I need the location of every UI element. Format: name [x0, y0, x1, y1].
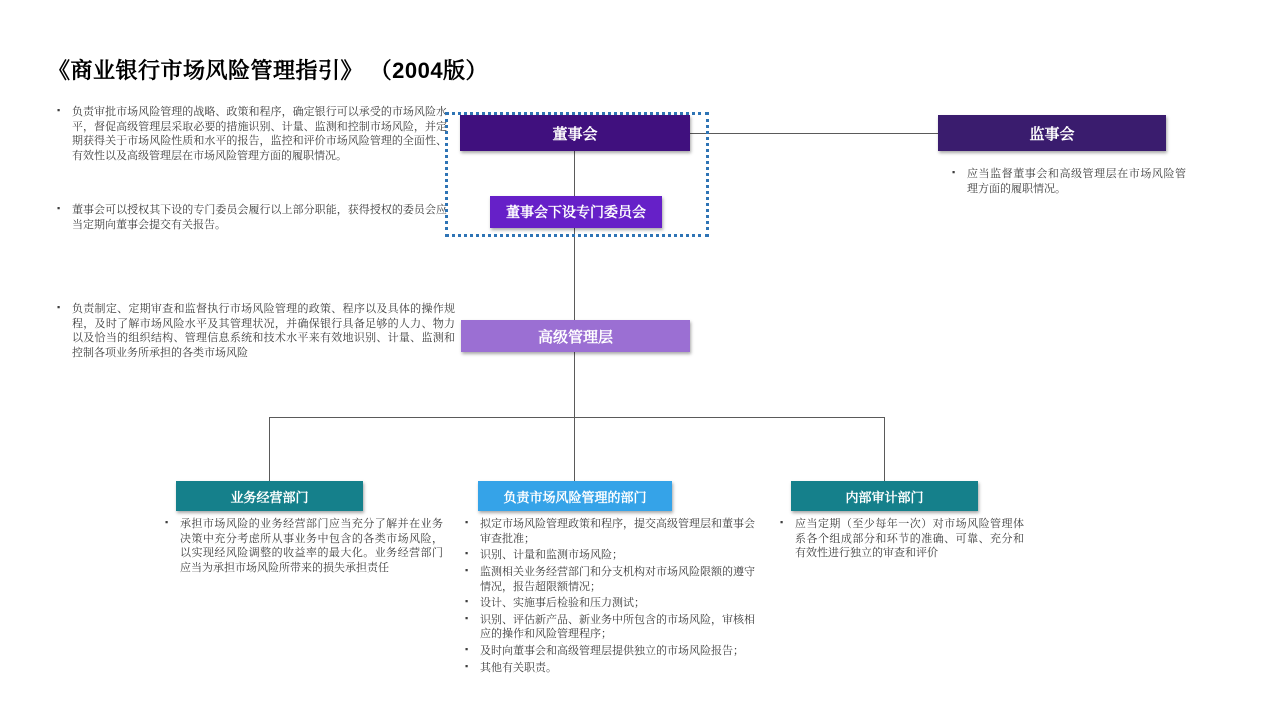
internal-audit-dept-label: 内部审计部门	[845, 489, 924, 505]
committee-notes-list	[55, 203, 447, 239]
board-label: 董事会	[552, 125, 598, 143]
risk-mgmt-note-6: ▪ 及时向董事会和高级管理层提供独立的市场风险报告；	[463, 644, 755, 659]
business-dept-notes-list	[163, 517, 443, 583]
connector-horizontal-branch	[269, 417, 885, 418]
board-committee-label: 董事会下设专门委员会	[506, 204, 646, 220]
supervisory-label: 监事会	[1029, 125, 1075, 143]
board-box	[460, 115, 690, 151]
risk-mgmt-note-5: ▪ 识别、评估新产品、新业务中所包含的市场风险，审核相应的操作和风险管理程序；	[463, 613, 755, 642]
risk-mgmt-dept-label: 负责市场风险管理的部门	[503, 489, 647, 505]
committee-note: ▪ 董事会可以授权其下设的专门委员会履行以上部分职能，获得授权的委员会应当定期向董事会提交有关报告。	[55, 203, 447, 232]
supervisory-box	[938, 115, 1166, 151]
business-dept-note: ▪ 承担市场风险的业务经营部门应当充分了解并在业务决策中充分考虑所从事业务中包含的各类市场风险，以实现经风险调整的收益率的最大化。业务经营部门应当为承担市场风险所带来的损失承担责任	[163, 517, 443, 576]
risk-mgmt-note-1: ▪ 拟定市场风险管理政策和程序，提交高级管理层和董事会审查批准；	[463, 517, 755, 546]
board-committee-box	[490, 196, 662, 228]
connector-drop-audit	[884, 417, 885, 481]
senior-mgmt-label: 高级管理层	[537, 328, 613, 346]
risk-mgmt-note-3: ▪ 监测相关业务经营部门和分支机构对市场风险限额的遵守情况，报告超限额情况；	[463, 565, 755, 594]
senior-mgmt-box	[461, 320, 690, 352]
risk-mgmt-dept-notes-list	[463, 517, 755, 677]
business-dept-box	[176, 481, 363, 511]
page-title: 《商业银行市场风险管理指引》 （2004版）	[48, 58, 489, 83]
internal-audit-notes-list	[778, 517, 1024, 568]
connector-committee-to-senior	[574, 228, 575, 320]
risk-mgmt-note-2: ▪ 识别、计量和监测市场风险；	[463, 548, 755, 563]
senior-mgmt-notes-list	[55, 302, 455, 368]
senior-mgmt-note: ▪ 负责制定、定期审查和监督执行市场风险管理的政策、程序以及具体的操作规程，及时了解市场风险水平及其管理状况，并确保银行具备足够的人力、物力以及恰当的组织结构、管理信息系统和技术水平来有效地识别、计量、监测和控制各项业务所承担的各类市场风险	[55, 302, 455, 361]
connector-senior-down	[574, 352, 575, 417]
risk-mgmt-dept-box	[478, 481, 672, 511]
business-dept-label: 业务经营部门	[230, 489, 309, 505]
supervisory-note: ▪ 应当监督董事会和高级管理层在市场风险管理方面的履职情况。	[950, 167, 1186, 196]
connector-drop-risk	[574, 417, 575, 481]
board-notes-list	[55, 105, 447, 171]
risk-mgmt-note-7: ▪ 其他有关职责。	[463, 661, 755, 676]
connector-drop-business	[269, 417, 270, 481]
risk-mgmt-note-4: ▪ 设计、实施事后检验和压力测试；	[463, 596, 755, 611]
internal-audit-dept-box	[791, 481, 978, 511]
board-note: ▪ 负责审批市场风险管理的战略、政策和程序，确定银行可以承受的市场风险水平，督促高级管理层采取必要的措施识别、计量、监测和控制市场风险，并定期获得关于市场风险性质和水平的报告，监控和评价市场风险管理的全面性、有效性以及高级管理层在市场风险管理方面的履职情况。	[55, 105, 447, 164]
internal-audit-note: ▪ 应当定期（至少每年一次）对市场风险管理体系各个组成部分和环节的准确、可靠、充分和有效性进行独立的审查和评价	[778, 517, 1024, 561]
connector-board-to-supervisory	[690, 133, 938, 134]
supervisory-notes-list	[950, 167, 1186, 203]
